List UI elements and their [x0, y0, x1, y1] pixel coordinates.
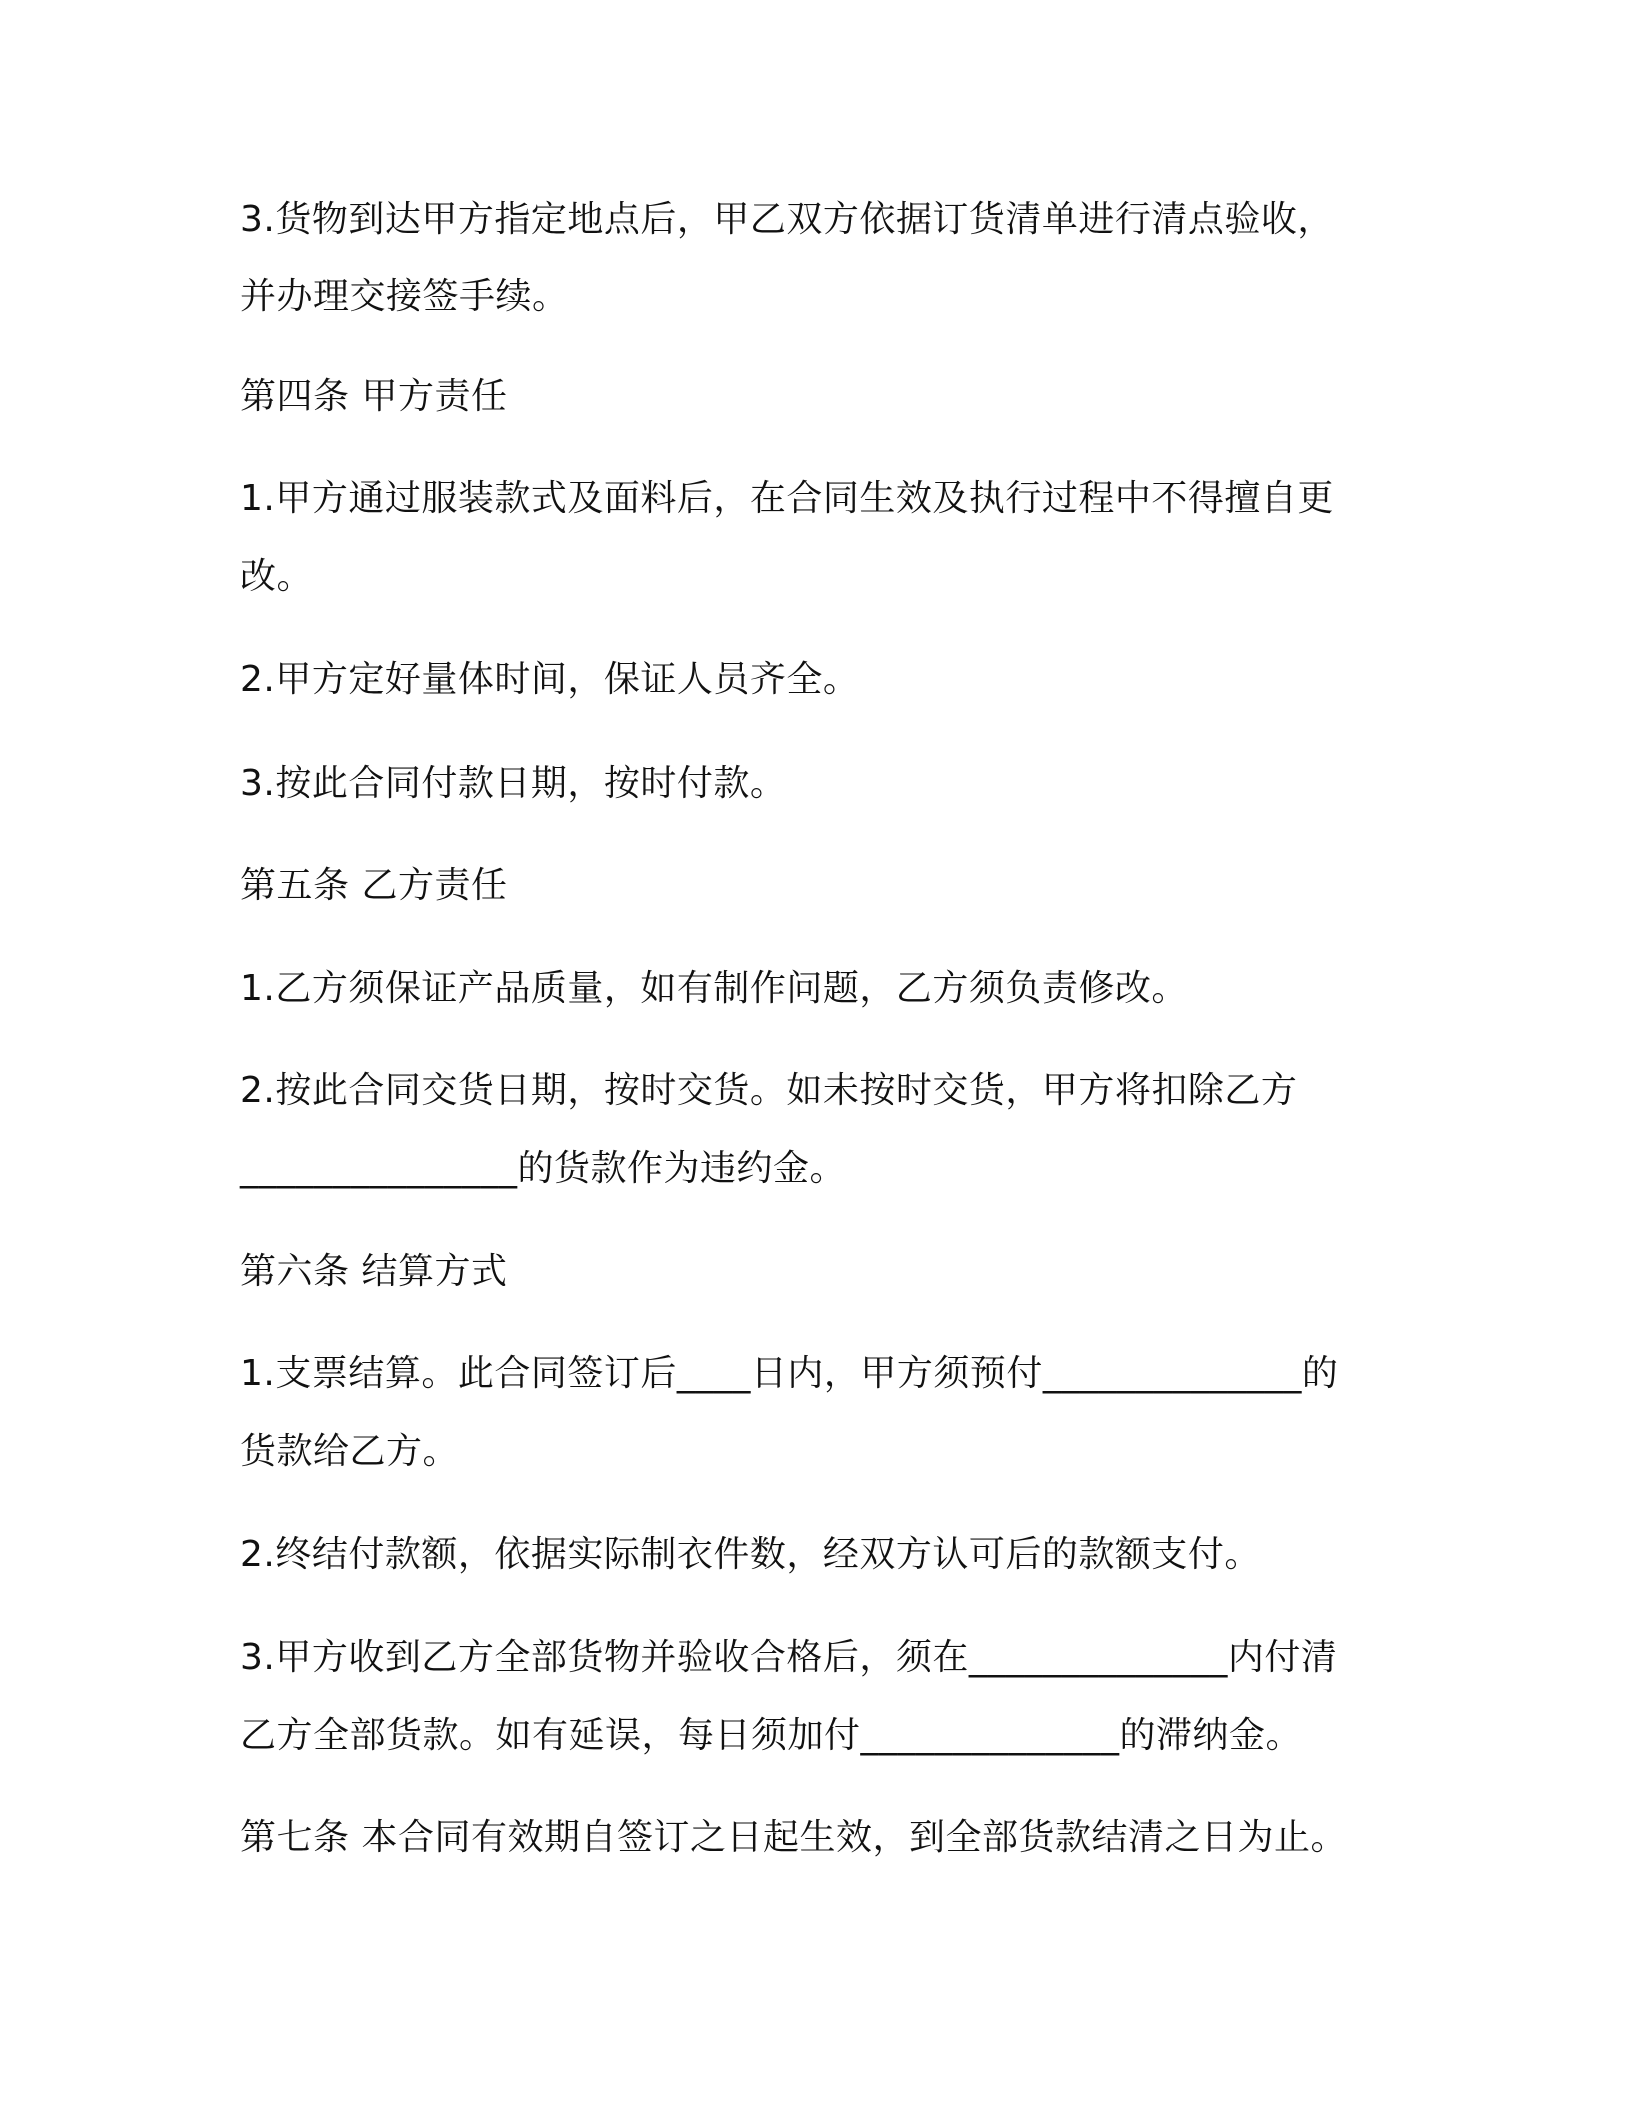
article-6-heading: 第六条 结算方式: [240, 1251, 508, 1292]
clause-6-1-line-1: 1.支票结算。此合同签订后____日内，甲方须预付______________的: [240, 1353, 1339, 1394]
clause-6-1-line-2: 货款给乙方。: [240, 1431, 460, 1472]
clause-4-3: 3.按此合同付款日期，按时付款。: [240, 763, 787, 804]
clause-4-2: 2.甲方定好量体时间，保证人员齐全。: [240, 659, 860, 700]
article-7: 第七条 本合同有效期自签订之日起生效，到全部货款结清之日为止。: [240, 1817, 1347, 1858]
article-5-heading: 第五条 乙方责任: [240, 865, 508, 906]
clause-5-2-line-2: _______________的货款作为违约金。: [240, 1148, 847, 1189]
clause-5-2-line-1: 2.按此合同交货日期，按时交货。如未按时交货，甲方将扣除乙方: [240, 1070, 1298, 1111]
clause-4-1-line-1: 1.甲方通过服装款式及面料后，在合同生效及执行过程中不得擅自更: [240, 478, 1334, 519]
clause-5-1: 1.乙方须保证产品质量，如有制作问题，乙方须负责修改。: [240, 968, 1188, 1009]
clause-6-3-line-2: 乙方全部货款。如有延误，每日须加付______________的滞纳金。: [240, 1715, 1303, 1756]
clause-6-3-line-1: 3.甲方收到乙方全部货物并验收合格后，须在______________内付清: [240, 1637, 1338, 1678]
clause-4-1-line-2: 改。: [240, 556, 314, 597]
clause-3-3-line-2: 并办理交接签手续。: [240, 276, 569, 317]
article-4-heading: 第四条 甲方责任: [240, 376, 508, 417]
clause-3-3-line-1: 3.货物到达甲方指定地点后，甲乙双方依据订货清单进行清点验收，: [240, 199, 1334, 240]
clause-6-2: 2.终结付款额，依据实际制衣件数，经双方认可后的款额支付。: [240, 1534, 1261, 1575]
